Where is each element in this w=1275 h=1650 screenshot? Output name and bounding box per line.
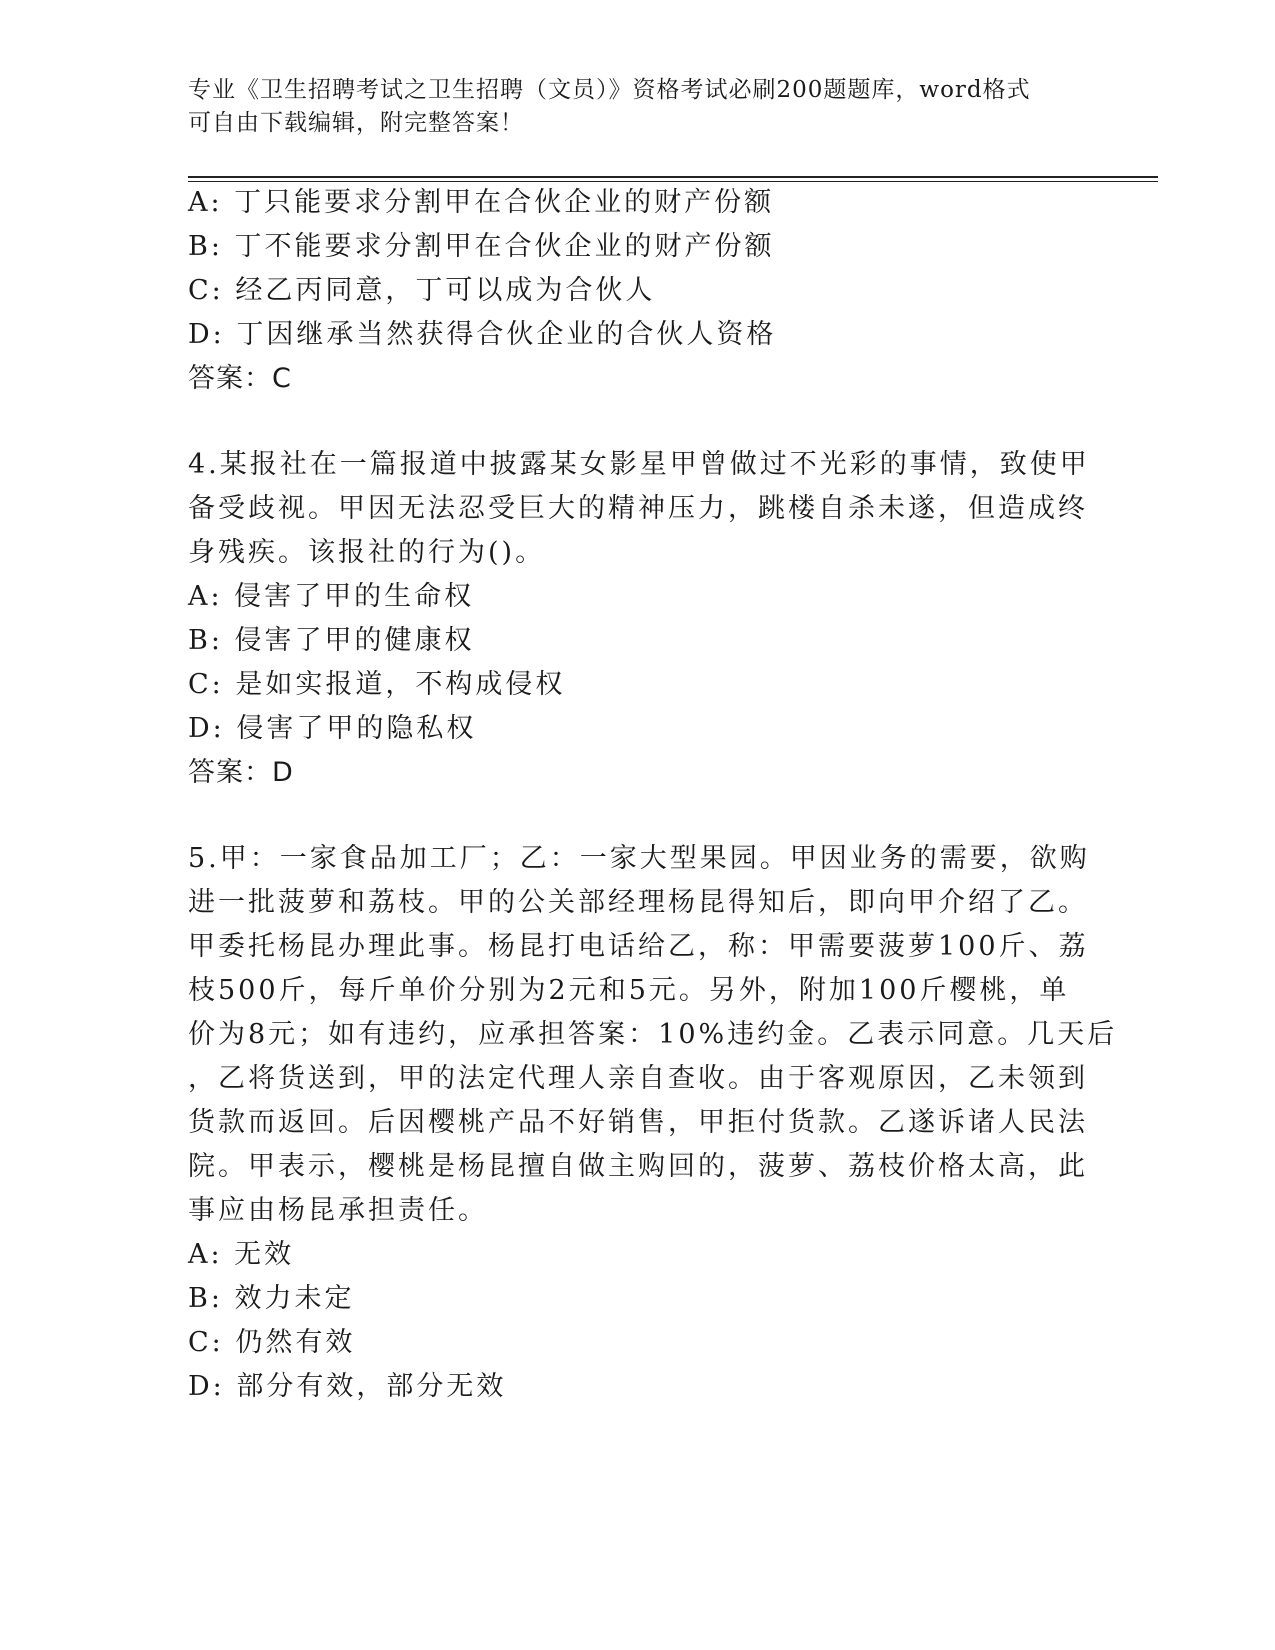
header-line-1: 专业《卫生招聘考试之卫生招聘（文员）》资格考试必刷200题题库，word格式 xyxy=(188,77,1031,103)
q5-stem-line-1: 5.甲：一家食品加工厂；乙：一家大型果园。甲因业务的需要，欲购 xyxy=(188,843,1090,874)
q4-option-a: A: 侵害了甲的生命权 xyxy=(188,581,475,612)
document-header xyxy=(188,74,1068,140)
q3-answer: 答案：C xyxy=(188,363,292,394)
q5-option-b: B: 效力未定 xyxy=(188,1283,355,1314)
q4-stem-line-1: 4.某报社在一篇报道中披露某女影星甲曾做过不光彩的事情，致使甲 xyxy=(188,449,1090,480)
q5-stem-line-5: 价为8元；如有违约，应承担答案：10%违约金。乙表示同意。几天后 xyxy=(188,1019,1118,1050)
q5-option-a: A: 无效 xyxy=(188,1239,295,1270)
q5-stem-line-7: 货款而返回。后因樱桃产品不好销售，甲拒付货款。乙遂诉诸人民法 xyxy=(188,1107,1088,1138)
q4-option-b: B: 侵害了甲的健康权 xyxy=(188,625,475,656)
header-line-2: 可自由下载编辑，附完整答案！ xyxy=(188,110,524,136)
q4-option-d: D: 侵害了甲的隐私权 xyxy=(188,713,477,744)
q4-option-c: C: 是如实报道，不构成侵权 xyxy=(188,669,566,700)
q3-option-d: D: 丁因继承当然获得合伙企业的合伙人资格 xyxy=(188,319,777,350)
q5-stem-line-8: 院。甲表示，樱桃是杨昆擅自做主购回的，菠萝、荔枝价格太高，此 xyxy=(188,1151,1088,1182)
q4-stem-line-2: 备受歧视。甲因无法忍受巨大的精神压力，跳楼自杀未遂，但造成终 xyxy=(188,493,1088,524)
header-divider-thick xyxy=(188,176,1158,178)
q4-answer: 答案：D xyxy=(188,757,294,788)
header-divider-thin xyxy=(188,181,1158,182)
q3-option-b: B: 丁不能要求分割甲在合伙企业的财产份额 xyxy=(188,231,775,262)
q5-stem-line-6: ，乙将货送到，甲的法定代理人亲自查收。由于客观原因，乙未领到 xyxy=(188,1063,1088,1094)
q5-stem-line-4: 枝500斤，每斤单价分别为2元和5元。另外，附加100斤樱桃，单 xyxy=(188,975,1070,1006)
q3-option-a: A: 丁只能要求分割甲在合伙企业的财产份额 xyxy=(188,187,775,218)
q4-stem-line-3: 身残疾。该报社的行为()。 xyxy=(188,537,546,568)
q3-option-c: C: 经乙丙同意，丁可以成为合伙人 xyxy=(188,275,656,306)
q5-stem-line-2: 进一批菠萝和荔枝。甲的公关部经理杨昆得知后，即向甲介绍了乙。 xyxy=(188,887,1088,918)
q5-stem-line-9: 事应由杨昆承担责任。 xyxy=(188,1195,488,1226)
q5-option-d: D: 部分有效，部分无效 xyxy=(188,1371,507,1402)
q5-stem-line-3: 甲委托杨昆办理此事。杨昆打电话给乙，称：甲需要菠萝100斤、荔 xyxy=(188,931,1089,962)
q5-option-c: C: 仍然有效 xyxy=(188,1327,356,1358)
